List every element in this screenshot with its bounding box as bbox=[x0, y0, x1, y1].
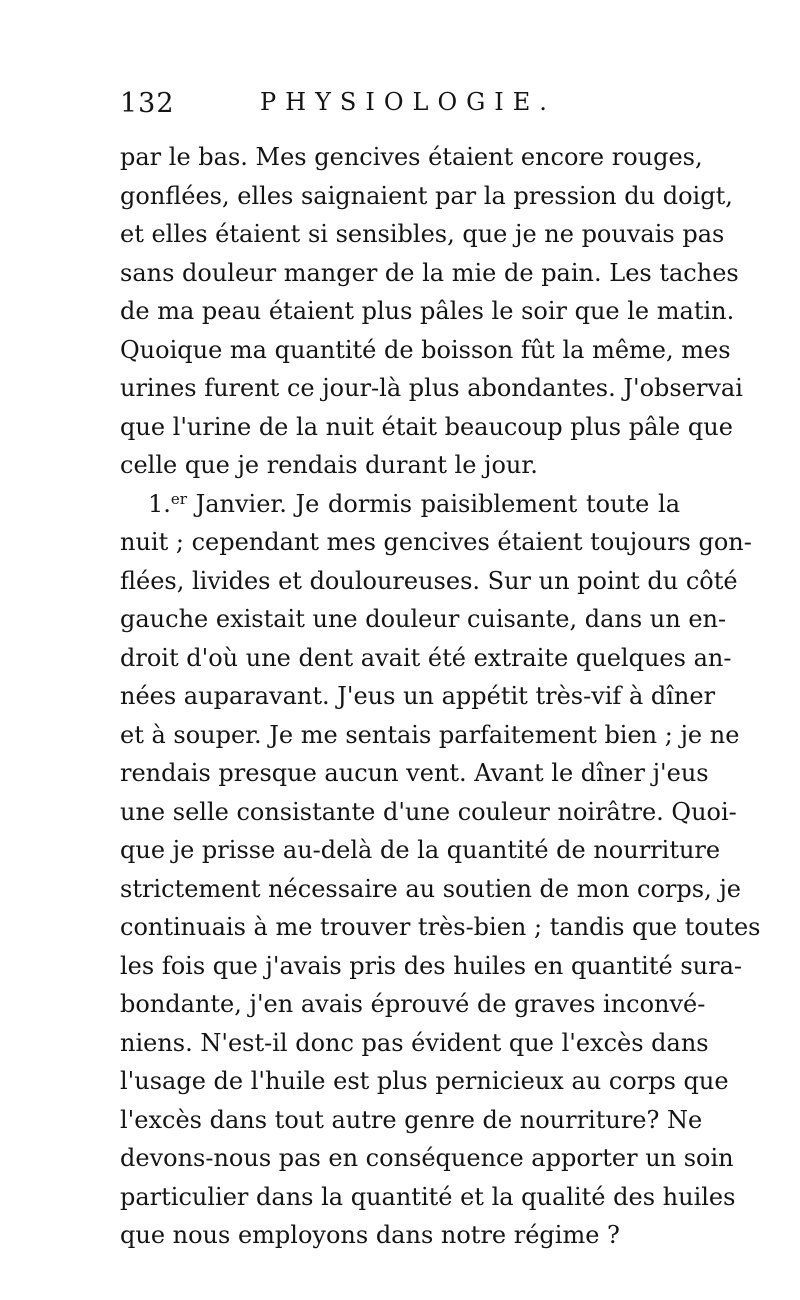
text-line: que nous employons dans notre régime ? bbox=[120, 1221, 620, 1249]
text-line: celle que je rendais durant le jour. bbox=[120, 451, 538, 479]
text-line: particulier dans la quantité et la qualité des huiles bbox=[120, 1182, 736, 1211]
text-line: les fois que j'avais pris des huiles en quantité sura- bbox=[120, 951, 742, 980]
text-line: l'excès dans tout autre genre de nourriture? Ne bbox=[120, 1105, 703, 1134]
text-line: flées, livides et douloureuses. Sur un point du côté bbox=[120, 566, 738, 595]
text-line: bondante, j'en avais éprouvé de graves inconvé- bbox=[120, 990, 706, 1018]
body-text bbox=[120, 138, 761, 1255]
text-line: rendais presque aucun vent. Avant le dîner j'eus bbox=[120, 759, 709, 787]
text-line: gonflées, elles saignaient par la pression du doigt, bbox=[120, 181, 733, 210]
text-line: continuais à me trouver très-bien ; tandis que toutes bbox=[120, 913, 761, 941]
text-line: de ma peau étaient plus pâles le soir que le matin. bbox=[120, 297, 735, 325]
text-line: nées auparavant. J'eus un appétit très-vif à dîner bbox=[120, 682, 716, 710]
text-line: et elles étaient si sensibles, que je ne pouvais pas bbox=[120, 220, 725, 248]
page-number: 132 bbox=[120, 88, 175, 119]
date-superscript: er bbox=[170, 489, 187, 508]
text-line: une selle consistante d'une couleur noirâtre. Quoi- bbox=[120, 797, 737, 826]
text-line: Quoique ma quantité de boisson fût la même, mes bbox=[120, 335, 731, 364]
date-prefix: 1. bbox=[148, 489, 171, 518]
text-line: gauche existait une douleur cuisante, dans un en- bbox=[120, 605, 727, 633]
text-line: sans douleur manger de la mie de pain. Les taches bbox=[120, 258, 739, 287]
text-line: nuit ; cependant mes gencives étaient toujours gon- bbox=[120, 528, 752, 556]
text-line: droit d'où une dent avait été extraite quelques an- bbox=[120, 643, 732, 672]
text-line: et à souper. Je me sentais parfaitement bien ; je ne bbox=[120, 720, 740, 749]
text-line: que je prisse au-delà de la quantité de nourriture bbox=[120, 836, 721, 864]
first-line-text: Janvier. Je dormis paisiblement toute la bbox=[186, 489, 680, 518]
text-line: que l'urine de la nuit était beaucoup plus pâle que bbox=[120, 412, 733, 441]
text-line: par le bas. Mes gencives étaient encore rouges, bbox=[120, 143, 703, 171]
text-line: niens. N'est-il donc pas évident que l'excès dans bbox=[120, 1028, 709, 1057]
running-head bbox=[120, 88, 680, 128]
running-title: PHYSIOLOGIE. bbox=[260, 88, 556, 116]
text-line: strictement nécessaire au soutien de mon corps, je bbox=[120, 874, 741, 903]
text-line: urines furent ce jour-là plus abondantes. J'observai bbox=[120, 374, 743, 402]
paragraph-2 bbox=[120, 485, 761, 1255]
text-line: devons-nous pas en conséquence apporter un soin bbox=[120, 1144, 734, 1172]
paragraph-1 bbox=[120, 138, 743, 485]
text-line: l'usage de l'huile est plus pernicieux au corps que bbox=[120, 1067, 729, 1095]
text-line-first bbox=[120, 485, 680, 524]
